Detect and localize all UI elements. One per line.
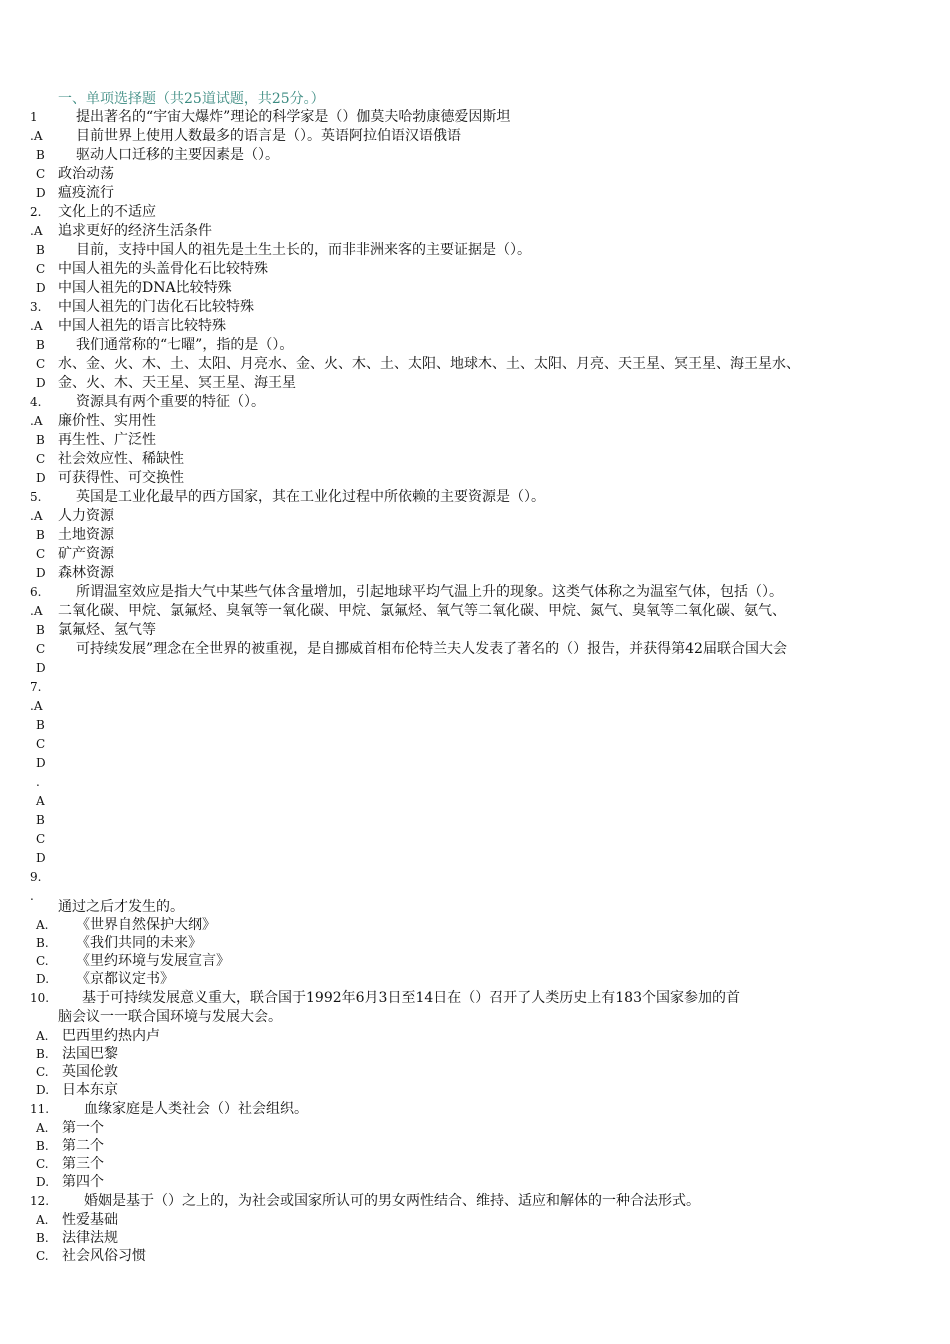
option-line: 追求更好的经济生活条件 bbox=[58, 223, 212, 239]
margin-label: .A bbox=[30, 509, 43, 523]
margin-label: 5. bbox=[30, 490, 42, 504]
option-line: 瘟疫流行 bbox=[58, 185, 114, 201]
margin-label: B bbox=[36, 528, 45, 542]
option-line: 可获得性、可交换性 bbox=[58, 470, 184, 486]
margin-label: C bbox=[36, 262, 46, 276]
margin-label: C bbox=[36, 357, 46, 371]
option-text: 《我们共同的未来》 bbox=[76, 935, 202, 951]
margin-label: B bbox=[36, 623, 45, 637]
margin-label: C bbox=[36, 547, 46, 561]
margin-label: D bbox=[36, 471, 46, 485]
question-stem: 脑会议一一联合国环境与发展大会。 bbox=[58, 1009, 282, 1025]
option-text: 《里约环境与发展宣言》 bbox=[76, 953, 230, 969]
margin-label: .A bbox=[30, 224, 43, 238]
option-line: 中国人祖先的门齿化石比较特殊 bbox=[58, 299, 254, 315]
option-text: 第一个 bbox=[62, 1120, 104, 1136]
question-line: 驱动人口迁移的主要因素是（）。 bbox=[76, 147, 279, 163]
option-text: 社会风俗习惯 bbox=[62, 1248, 146, 1264]
option-label: C. bbox=[36, 1157, 49, 1171]
margin-label: B bbox=[36, 813, 45, 827]
option-label: B. bbox=[36, 936, 49, 950]
margin-label: B bbox=[36, 338, 45, 352]
option-line: 土地资源 bbox=[58, 527, 114, 543]
margin-label: D bbox=[36, 376, 46, 390]
option-text: 《世界自然保护大纲》 bbox=[76, 917, 216, 933]
margin-label: B bbox=[36, 148, 45, 162]
margin-label: 4. bbox=[30, 395, 42, 409]
margin-label: D bbox=[36, 851, 46, 865]
question-stem: 血缘家庭是人类社会（）社会组织。 bbox=[84, 1101, 308, 1117]
margin-label: . bbox=[36, 775, 40, 789]
question-line: 目前，支持中国人的祖先是土生土长的，而非非洲来客的主要证据是（）。 bbox=[76, 242, 531, 258]
question-line: 提出著名的“宇宙大爆炸”理论的科学家是（）伽莫夫哈勃康德爱因斯坦 bbox=[76, 109, 511, 125]
margin-label: 1 bbox=[30, 110, 38, 124]
margin-label: 6. bbox=[30, 585, 42, 599]
margin-label: .A bbox=[30, 414, 43, 428]
question-line: 目前世界上使用人数最多的语言是（）。英语阿拉伯语汉语俄语 bbox=[76, 128, 461, 144]
option-text: 性爱基础 bbox=[62, 1212, 118, 1228]
option-line: 中国人祖先的语言比较特殊 bbox=[58, 318, 226, 334]
question-line: 英国是工业化最早的西方国家，其在工业化过程中所依赖的主要资源是（）。 bbox=[76, 489, 545, 505]
option-label: A. bbox=[36, 1121, 49, 1135]
option-text: 《京都议定书》 bbox=[76, 971, 174, 987]
margin-label: D bbox=[36, 661, 46, 675]
option-text: 巴西里约热内卢 bbox=[62, 1028, 160, 1044]
option-label: A. bbox=[36, 1029, 49, 1043]
option-text: 日本东京 bbox=[62, 1082, 118, 1098]
option-line: 森林资源 bbox=[58, 565, 114, 581]
option-text: 法律法规 bbox=[62, 1230, 118, 1246]
option-text: 第三个 bbox=[62, 1156, 104, 1172]
option-line: 氯氟烃、氢气等 bbox=[58, 622, 156, 638]
option-line: 金、火、木、天王星、冥王星、海王星 bbox=[58, 375, 296, 391]
option-label: D. bbox=[36, 1083, 50, 1097]
option-label: C. bbox=[36, 954, 49, 968]
margin-label: C bbox=[36, 167, 46, 181]
question-stem: 通过之后才发生的。 bbox=[58, 899, 184, 915]
margin-label: 7. bbox=[30, 680, 42, 694]
option-line: 人力资源 bbox=[58, 508, 114, 524]
option-text: 第二个 bbox=[62, 1138, 104, 1154]
margin-label: A bbox=[36, 794, 45, 808]
option-label: C. bbox=[36, 1065, 49, 1079]
margin-label: 9. bbox=[30, 870, 42, 884]
section-heading: 一、单项选择题（共25道试题，共25分。） bbox=[58, 91, 325, 107]
margin-label: C bbox=[36, 452, 46, 466]
option-label: D. bbox=[36, 972, 50, 986]
margin-label: C bbox=[36, 642, 46, 656]
margin-label: . bbox=[30, 889, 34, 903]
margin-label: C bbox=[36, 832, 46, 846]
margin-label: C bbox=[36, 737, 46, 751]
option-label: B. bbox=[36, 1231, 49, 1245]
question-number: 10. bbox=[30, 991, 50, 1005]
margin-label: D bbox=[36, 281, 46, 295]
option-line: 中国人祖先的DNA比较特殊 bbox=[58, 280, 232, 296]
option-line: 二氧化碳、甲烷、氯氟烃、臭氧等一氧化碳、甲烷、氯氟烃、氧气等二氧化碳、甲烷、氮气、臭氧等二氧化碳、氨气、 bbox=[58, 603, 786, 619]
margin-label: .A bbox=[30, 699, 43, 713]
option-line: 廉价性、实用性 bbox=[58, 413, 156, 429]
option-line: 政治动荡 bbox=[58, 166, 114, 182]
question-line: 可持续发展”理念在全世界的被重视，是自挪威首相布伦特兰夫人发表了著名的（）报告，并获得第42届联合国大会 bbox=[76, 641, 787, 657]
option-line: 矿产资源 bbox=[58, 546, 114, 562]
margin-label: B bbox=[36, 433, 45, 447]
question-stem: 婚姻是基于（）之上的，为社会或国家所认可的男女两性结合、维持、适应和解体的一种合法形式。 bbox=[84, 1193, 700, 1209]
option-line: 中国人祖先的头盖骨化石比较特殊 bbox=[58, 261, 268, 277]
question-line: 资源具有两个重要的特征（）。 bbox=[76, 394, 265, 410]
option-label: A. bbox=[36, 1213, 49, 1227]
option-text: 法国巴黎 bbox=[62, 1046, 118, 1062]
margin-label: D bbox=[36, 756, 46, 770]
option-label: C. bbox=[36, 1249, 49, 1263]
margin-label: B bbox=[36, 243, 45, 257]
question-line: 所谓温室效应是指大气中某些气体含量增加，引起地球平均气温上升的现象。这类气体称之为温室气体，包括（）。 bbox=[76, 584, 783, 600]
question-stem: 基于可持续发展意义重大，联合国于1992年6月3日至14日在（）召开了人类历史上有183个国家参加的首 bbox=[82, 990, 740, 1006]
option-line: 水、金、火、木、土、太阳、月亮水、金、火、木、土、太阳、地球木、土、太阳、月亮、天王星、冥王星、海王星水、 bbox=[58, 356, 800, 372]
margin-label: 2. bbox=[30, 205, 42, 219]
option-text: 第四个 bbox=[62, 1174, 104, 1190]
margin-label: .A bbox=[30, 319, 43, 333]
option-line: 文化上的不适应 bbox=[58, 204, 156, 220]
margin-label: 3. bbox=[30, 300, 42, 314]
margin-label: D bbox=[36, 566, 46, 580]
option-line: 再生性、广泛性 bbox=[58, 432, 156, 448]
margin-label: .A bbox=[30, 129, 43, 143]
option-label: A. bbox=[36, 918, 49, 932]
margin-label: .A bbox=[30, 604, 43, 618]
margin-label: B bbox=[36, 718, 45, 732]
option-line: 社会效应性、稀缺性 bbox=[58, 451, 184, 467]
option-label: D. bbox=[36, 1175, 50, 1189]
question-line: 我们通常称的“七曜”，指的是（）。 bbox=[76, 337, 294, 353]
option-label: B. bbox=[36, 1139, 49, 1153]
question-number: 12. bbox=[30, 1194, 50, 1208]
question-number: 11. bbox=[30, 1102, 50, 1116]
option-text: 英国伦敦 bbox=[62, 1064, 118, 1080]
option-label: B. bbox=[36, 1047, 49, 1061]
margin-label: D bbox=[36, 186, 46, 200]
